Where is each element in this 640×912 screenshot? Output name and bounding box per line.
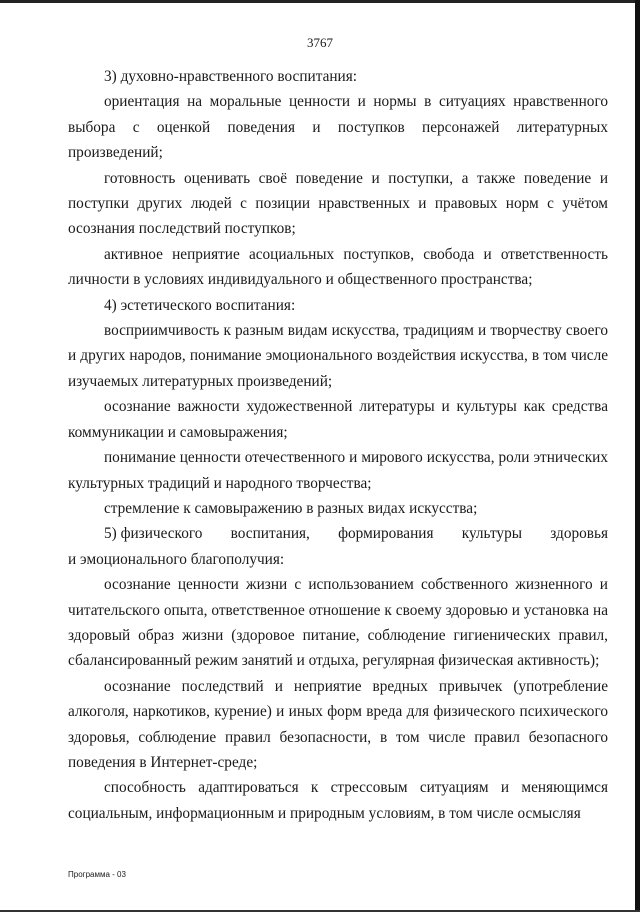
- paragraph: активное неприятие асоциальных поступков, свобода и ответственность личности в условиях индивидуального и общественного пространства;: [68, 245, 608, 289]
- footer-label: Программа - 03: [68, 870, 126, 879]
- paragraph: способность адаптироваться к стрессовым ситуациям и меняющимся социальным, информационным и природным условиям, в том числе осмысляя: [68, 779, 608, 822]
- paragraph: осознание последствий и неприятие вредных привычек (употребление алкоголя, наркотиков, курение) и иных форм вреда для физического психического здоровья, соблюдение правил безопасности, в том числе правил безопасного поведения в Интернет-среде;: [68, 677, 608, 771]
- scan-edge-top: [0, 0, 640, 3]
- heading-word: 5) физического: [104, 525, 203, 543]
- paragraph: восприимчивость к разным видам искусства, традициям и творчеству своего и других народов, понимание эмоционального воздействия искусства, в том числе изучаемых литературных произведений;: [68, 322, 608, 390]
- scan-edge-right: [635, 0, 640, 912]
- section-heading: 4) эстетического воспитания:: [104, 296, 296, 314]
- heading-word: воспитания,: [230, 525, 310, 543]
- paragraph: ориентация на моральные ценности и нормы в ситуациях нравственного выбора с оценкой поведения и поступков персонажей литературных произведений;: [68, 93, 608, 162]
- section-heading: 3) духовно-нравственного воспитания:: [104, 68, 358, 85]
- paragraph: осознание важности художественной литературы и культуры как средства коммуникации и самовыражения;: [68, 398, 608, 441]
- paragraph: понимание ценности отечественного и мирового искусства, роли этнических культурных традиций и народного творчества;: [68, 449, 608, 492]
- document-body: [68, 64, 608, 826]
- heading-word: культуры: [461, 525, 523, 543]
- paragraph: стремление к самовыражению в разных видах искусства;: [104, 499, 478, 517]
- section-heading: [68, 521, 608, 546]
- page-number: 3767: [307, 35, 333, 50]
- heading-word: формирования: [338, 525, 434, 543]
- section-heading-tail: и эмоционального благополучия:: [68, 550, 285, 568]
- paragraph: осознание ценности жизни с использованием собственного жизненного и читательского опыта, ответственное отношение к своему здоровью и установка на здоровый образ жизни (здоровое питание, соблюдение гигиенических правил, сбалансированный режим занятий и отдыха, регулярная физическая активность);: [68, 576, 608, 670]
- paragraph: готовность оценивать своё поведение и поступки, а также поведение и поступки других людей с позиции нравственных и правовых норм с учётом осознания последствий поступков;: [68, 169, 608, 238]
- heading-word: здоровья: [550, 525, 608, 543]
